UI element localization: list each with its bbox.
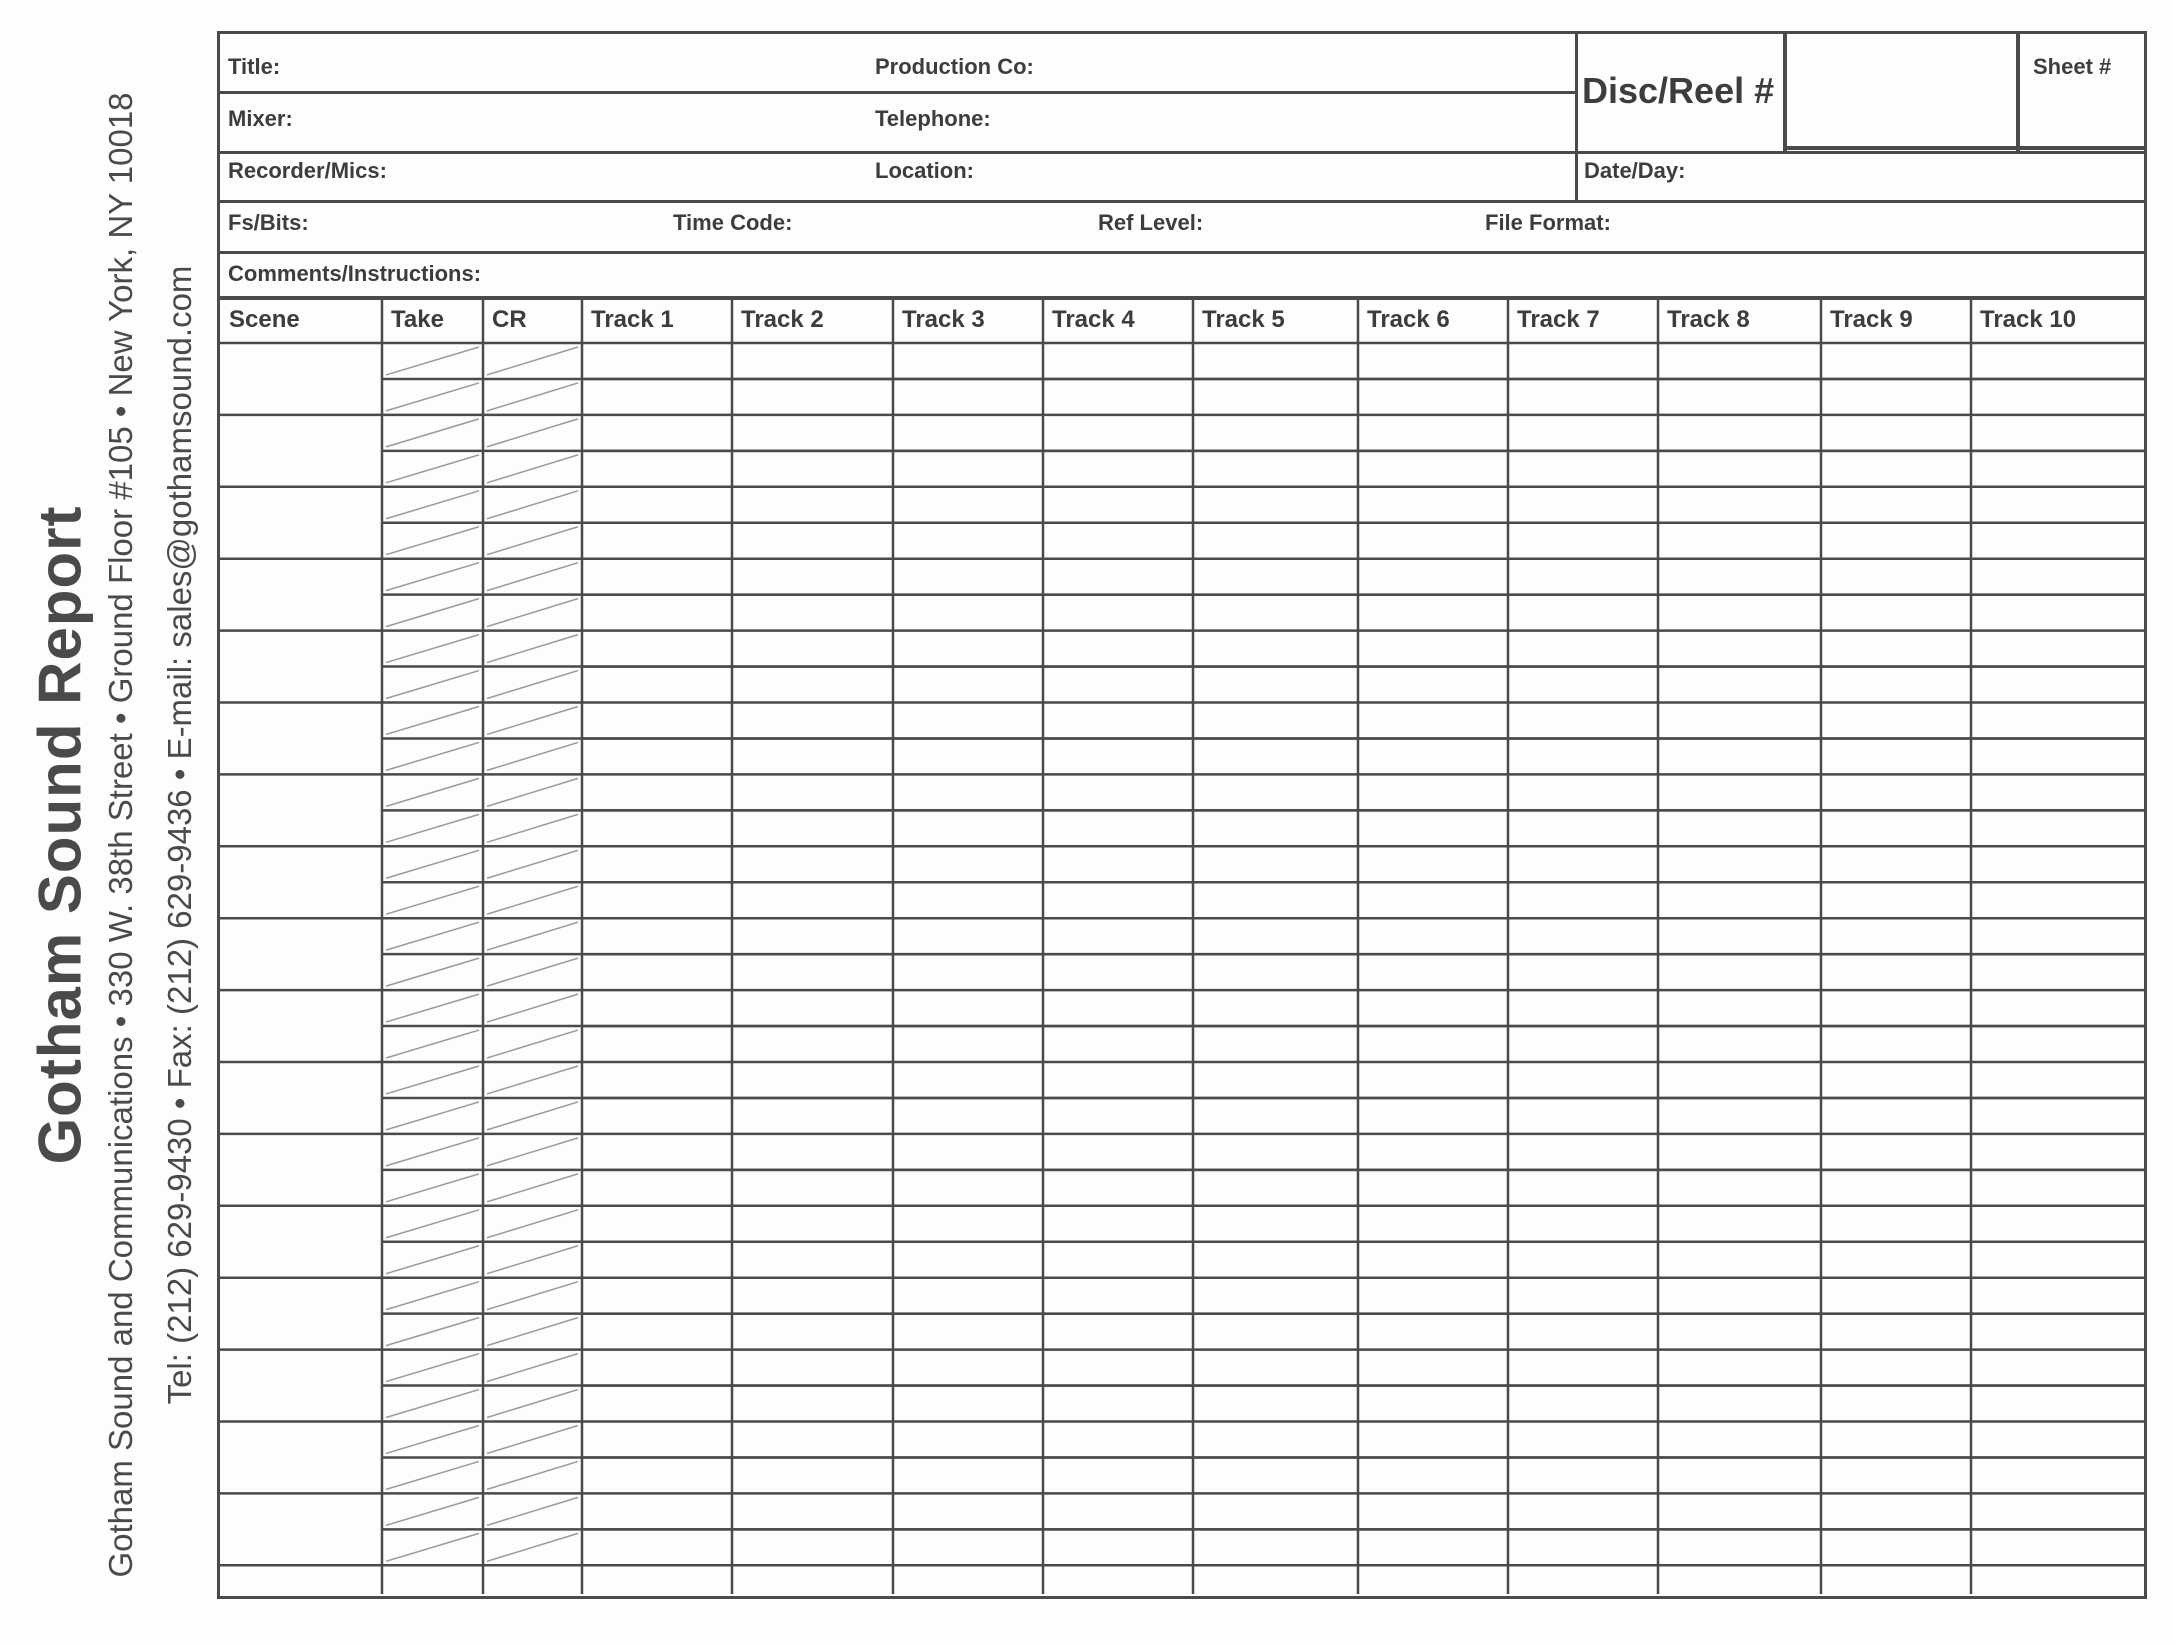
slash-mark bbox=[386, 922, 479, 950]
slash-mark bbox=[487, 347, 578, 375]
slash-mark bbox=[487, 383, 578, 411]
disc-reel-label: Disc/Reel # bbox=[1582, 70, 1775, 111]
slash-mark bbox=[386, 707, 479, 735]
slash-mark bbox=[487, 1354, 578, 1382]
slash-mark bbox=[487, 1390, 578, 1418]
slash-mark bbox=[487, 1246, 578, 1274]
slash-mark bbox=[386, 491, 479, 519]
slash-mark bbox=[386, 383, 479, 411]
slash-mark bbox=[487, 778, 578, 806]
slash-mark bbox=[386, 1390, 479, 1418]
slash-mark bbox=[386, 1066, 479, 1094]
slash-mark bbox=[487, 958, 578, 986]
slash-mark bbox=[386, 1497, 479, 1525]
slash-mark bbox=[487, 1066, 578, 1094]
column-header: Track 8 bbox=[1667, 306, 1750, 333]
company-contact: Tel: (212) 629-9430 • Fax: (212) 629-9436 • E-mail: sales@gothamsound.com bbox=[161, 265, 198, 1405]
column-header: Track 10 bbox=[1980, 306, 2077, 333]
slash-mark bbox=[386, 455, 479, 483]
slash-mark bbox=[487, 1102, 578, 1130]
reflevel-label: Ref Level: bbox=[1098, 210, 1204, 235]
slash-mark bbox=[386, 778, 479, 806]
slash-mark bbox=[386, 671, 479, 699]
column-header: Track 2 bbox=[741, 306, 824, 333]
slash-mark bbox=[487, 742, 578, 770]
slash-mark bbox=[386, 1354, 479, 1382]
slash-mark bbox=[386, 1210, 479, 1238]
title-label: Title: bbox=[228, 54, 281, 79]
slash-mark bbox=[487, 1497, 578, 1525]
column-header: Track 1 bbox=[591, 306, 674, 333]
slash-mark bbox=[386, 563, 479, 591]
column-header: Track 7 bbox=[1517, 306, 1600, 333]
sound-report-form bbox=[217, 31, 2147, 1599]
telephone-label: Telephone: bbox=[875, 106, 991, 131]
comments-label: Comments/Instructions: bbox=[228, 261, 482, 286]
slash-mark bbox=[386, 850, 479, 878]
slash-mark bbox=[386, 1282, 479, 1310]
slash-mark bbox=[386, 1246, 479, 1274]
slash-mark bbox=[386, 1102, 479, 1130]
slash-mark bbox=[386, 742, 479, 770]
location-label: Location: bbox=[875, 158, 974, 183]
slash-mark bbox=[487, 455, 578, 483]
slash-mark bbox=[386, 1138, 479, 1166]
column-header: Track 6 bbox=[1367, 306, 1450, 333]
slash-mark bbox=[487, 1282, 578, 1310]
slash-mark bbox=[487, 1426, 578, 1454]
slash-mark bbox=[386, 527, 479, 555]
slash-mark bbox=[487, 527, 578, 555]
report-grid bbox=[220, 34, 2144, 1596]
slash-mark bbox=[386, 419, 479, 447]
slash-mark bbox=[386, 347, 479, 375]
slash-mark bbox=[487, 1210, 578, 1238]
slash-mark bbox=[487, 814, 578, 842]
slash-mark bbox=[386, 635, 479, 663]
slash-mark bbox=[386, 1318, 479, 1346]
sheet-label: Sheet # bbox=[2033, 54, 2112, 79]
company-address: Gotham Sound and Communications • 330 W. 38th Street • Ground Floor #105 • New York, NY 10018 bbox=[102, 92, 139, 1578]
date-label: Date/Day: bbox=[1584, 158, 1686, 183]
slash-mark bbox=[386, 1174, 479, 1202]
column-header: Track 9 bbox=[1830, 306, 1913, 333]
slash-mark bbox=[487, 1030, 578, 1058]
column-header: Track 5 bbox=[1202, 306, 1285, 333]
slash-mark bbox=[487, 886, 578, 914]
timecode-label: Time Code: bbox=[673, 210, 793, 235]
slash-mark bbox=[487, 491, 578, 519]
report-title: Gotham Sound Report bbox=[26, 505, 94, 1165]
recorder-label: Recorder/Mics: bbox=[228, 158, 387, 183]
sidebar bbox=[0, 0, 215, 1644]
fileformat-label: File Format: bbox=[1485, 210, 1611, 235]
slash-mark bbox=[487, 850, 578, 878]
slash-mark bbox=[487, 1318, 578, 1346]
slash-mark bbox=[487, 563, 578, 591]
slash-mark bbox=[386, 1426, 479, 1454]
column-header: Scene bbox=[229, 306, 300, 333]
slash-mark bbox=[386, 1461, 479, 1489]
slash-mark bbox=[487, 419, 578, 447]
column-header: Track 3 bbox=[902, 306, 985, 333]
column-header: Take bbox=[391, 306, 444, 333]
slash-mark bbox=[487, 1461, 578, 1489]
slash-mark bbox=[487, 635, 578, 663]
slash-mark bbox=[386, 994, 479, 1022]
slash-mark bbox=[386, 886, 479, 914]
slash-mark bbox=[487, 1533, 578, 1561]
column-header: CR bbox=[492, 306, 527, 333]
slash-mark bbox=[487, 922, 578, 950]
production-label: Production Co: bbox=[875, 54, 1034, 79]
slash-mark bbox=[487, 599, 578, 627]
slash-mark bbox=[386, 1030, 479, 1058]
fs-label: Fs/Bits: bbox=[228, 210, 309, 235]
slash-mark bbox=[386, 958, 479, 986]
slash-mark bbox=[487, 671, 578, 699]
column-header: Track 4 bbox=[1052, 306, 1135, 333]
slash-mark bbox=[386, 1533, 479, 1561]
slash-mark bbox=[386, 814, 479, 842]
slash-mark bbox=[487, 1138, 578, 1166]
slash-mark bbox=[487, 707, 578, 735]
slash-mark bbox=[386, 599, 479, 627]
slash-mark bbox=[487, 994, 578, 1022]
mixer-label: Mixer: bbox=[228, 106, 293, 131]
slash-mark bbox=[487, 1174, 578, 1202]
